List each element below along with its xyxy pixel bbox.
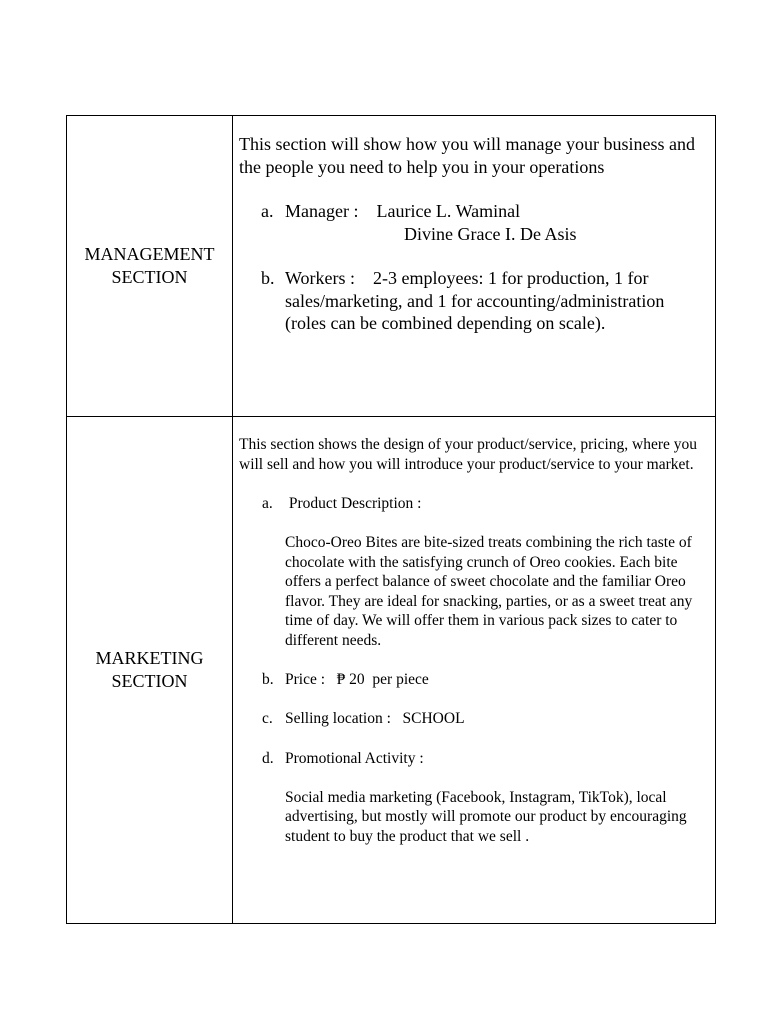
list-marker: b. <box>261 268 275 288</box>
management-content-cell <box>233 116 716 417</box>
workers-heading: Workers : <box>285 268 356 288</box>
list-marker: a. <box>262 494 273 512</box>
workers-value: 2-3 employees: 1 for production, 1 for sales/marketing, and 1 for accounting/administration (roles can be combined depending on scale). <box>285 268 665 333</box>
marketing-label-line1: MARKETING <box>95 648 204 668</box>
product-description-body: Choco-Oreo Bites are bite-sized treats combining the rich taste of chocolate with the satisfying crunch of Oreo cookies. Each bite offers a perfect balance of sweet chocolate and the familiar Oreo flavor. They are ideal for snacking, parties, or as a sweet treat any time of day. We will offer them in various pack sizes to cater to different needs. <box>285 533 693 649</box>
list-item-workers <box>239 267 709 335</box>
marketing-label-line2: SECTION <box>111 671 188 691</box>
list-item-manager <box>239 200 709 245</box>
promotional-activity-heading: Promotional Activity : <box>285 749 424 767</box>
management-label-line1: MANAGEMENT <box>84 244 215 264</box>
list-marker: b. <box>262 671 274 689</box>
selling-location-value: SCHOOL <box>402 710 465 728</box>
list-item-selling-location <box>239 709 709 729</box>
business-plan-table <box>66 115 716 924</box>
selling-location-heading: Selling location : <box>285 710 391 728</box>
marketing-row <box>67 417 716 924</box>
marketing-content-cell <box>233 417 716 924</box>
list-marker: a. <box>261 201 274 221</box>
marketing-label-cell <box>67 417 233 924</box>
product-description-heading: Product Description : <box>288 494 422 512</box>
management-row <box>67 116 716 417</box>
manager-name-1: Laurice L. Waminal <box>376 201 521 221</box>
management-list <box>239 200 709 335</box>
manager-heading: Manager : <box>285 201 359 221</box>
management-label-line2: SECTION <box>111 267 188 287</box>
promotional-activity-body: Social media marketing (Facebook, Instagram, TikTok), local advertising, but mostly will promote our product by encouraging student to buy the product that we sell . <box>285 788 687 845</box>
list-item-price <box>239 670 709 690</box>
marketing-intro: This section shows the design of your product/service, pricing, where you will sell and how you will introduce your product/service to your market. <box>239 436 698 473</box>
management-intro: This section will show how you will manage your business and the people you need to help you in your operations <box>239 134 695 177</box>
list-item-product-description <box>239 494 709 651</box>
price-value: ₱ 20 per piece <box>336 671 429 689</box>
list-marker: c. <box>262 710 273 728</box>
list-item-promotional-activity <box>239 749 709 847</box>
manager-name-2: Divine Grace I. De Asis <box>404 223 577 244</box>
marketing-list <box>239 494 709 847</box>
list-marker: d. <box>262 749 274 767</box>
management-label-cell <box>67 116 233 417</box>
price-heading: Price : <box>285 671 326 689</box>
